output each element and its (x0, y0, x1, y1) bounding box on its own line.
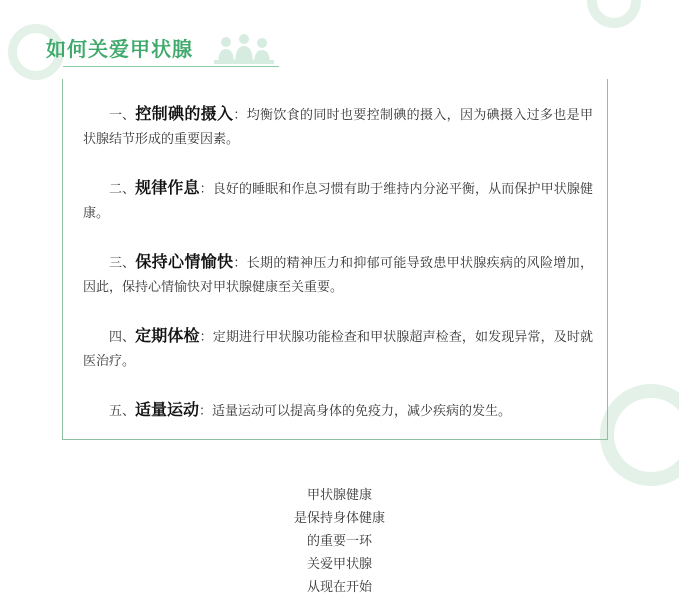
tip-keyword: 规律作息 (135, 178, 200, 197)
tip-keyword: 定期体检 (135, 326, 200, 345)
tip-separator: ： (199, 182, 213, 197)
closing-line: 的重要一环 (306, 534, 372, 549)
tip-number: 三、 (109, 256, 136, 271)
tip-separator: ： (233, 108, 247, 123)
tip-number: 二、 (109, 182, 136, 197)
tip-number: 四、 (109, 330, 136, 345)
tip-text: 良好的睡眠和作息习惯有助于维持内分泌平衡，从而保护甲状腺健康。 (83, 182, 593, 221)
tip-number: 一、 (109, 108, 136, 123)
tip-text: 长期的精神压力和抑郁可能导致患甲状腺疾病的风险增加，因此，保持心情愉快对甲状腺健康至关重要。 (83, 256, 593, 295)
tip-item (83, 324, 593, 374)
decorative-ring-right (600, 384, 679, 486)
tip-separator: ： (199, 330, 213, 345)
tip-item (83, 250, 593, 300)
tip-keyword: 适量运动 (135, 400, 200, 419)
tip-text: 均衡饮食的同时也要控制碘的摄入，因为碘摄入过多也是甲状腺结节形成的重要因素。 (83, 108, 593, 147)
decorative-ring-top-right (587, 0, 641, 28)
tip-item (83, 176, 593, 226)
page-title: 如何关爱甲状腺 (46, 37, 193, 61)
tip-separator: ： (199, 404, 213, 419)
tips-panel (62, 79, 608, 440)
people-silhouette-icon (214, 34, 274, 64)
tip-text: 适量运动可以提高身体的免疫力，减少疾病的发生。 (212, 404, 512, 419)
closing-message (0, 484, 679, 599)
closing-line: 是保持身体健康 (293, 511, 385, 526)
tip-keyword: 控制碘的摄入 (135, 104, 234, 123)
tip-number: 五、 (109, 404, 136, 419)
tip-item (83, 102, 593, 152)
tip-keyword: 保持心情愉快 (135, 252, 234, 271)
closing-line: 甲状腺健康 (306, 488, 372, 503)
title-block (46, 30, 280, 68)
closing-line: 关爱甲状腺 (306, 557, 372, 572)
tip-separator: ： (233, 256, 247, 271)
tip-item (83, 398, 593, 424)
closing-line: 从现在开始 (306, 580, 372, 595)
tip-text: 定期进行甲状腺功能检查和甲状腺超声检查，如发现异常，及时就医治疗。 (83, 330, 593, 369)
title-underline (63, 66, 279, 67)
